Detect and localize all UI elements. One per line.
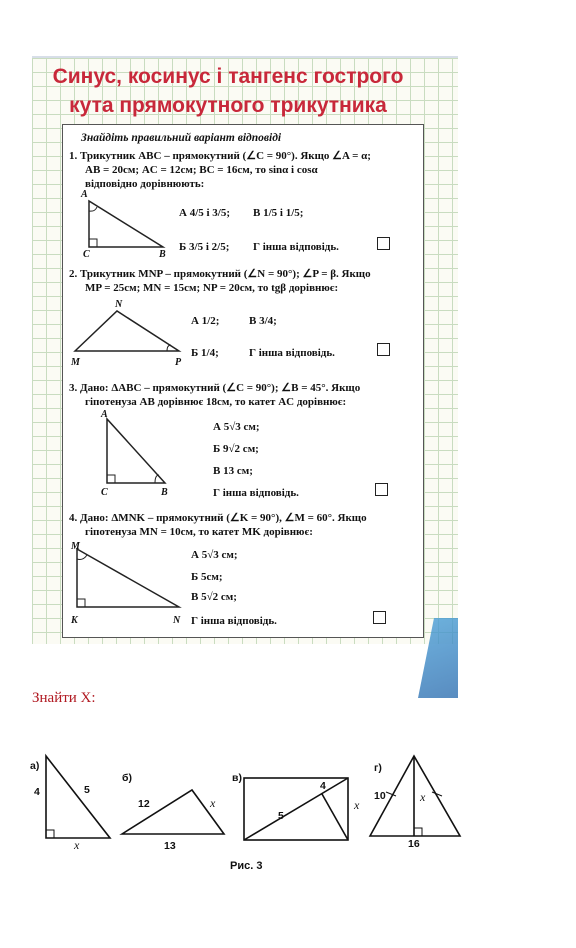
q2-option-c: Б 1/4; [191,347,219,359]
figure-b-side-12: 12 [138,798,150,810]
q4-vertex-k: K [71,615,78,626]
q3-triangle-figure [93,415,173,491]
figure-b-label: б) [122,772,132,784]
q4-line1: 4. Дано: ΔMNK – прямокутний (∠K = 90°), ∠M = 60°. Якщо [69,512,367,524]
q1-option-d: Г інша відповідь. [253,241,339,253]
figure-3 [30,752,470,882]
q3-option-c: В 13 см; [213,465,253,477]
figure-d-side-10: 10 [374,790,386,802]
q4-option-b: Б 5см; [191,571,223,583]
q1-option-a: А 4/5 і 3/5; [179,207,231,219]
q4-option-a: А 5√3 см; [191,549,238,561]
figure-c-label: в) [232,772,242,784]
q2-option-b: В 3/4; [249,315,277,327]
q3-vertex-c: C [101,487,108,498]
q4-triangle-figure [69,543,189,617]
q4-line2: гіпотенуза MN = 10см, то катет MK дорівнює: [85,526,313,538]
q4-answer-box[interactable] [373,611,386,624]
q1-triangle-figure [79,195,169,255]
figure-d-side-x: x [420,790,426,804]
figure-c-side-5: 5 [278,810,284,822]
q2-answer-box[interactable] [377,343,390,356]
q3-option-d: Г інша відповідь. [213,487,299,499]
q2-vertex-m: M [71,357,80,368]
figure-b-side-x: x [210,796,216,810]
q1-line2: AB = 20см; AC = 12см; BC = 16см, то sinα і cosα [85,164,318,176]
q4-option-d: Г інша відповідь. [191,615,277,627]
figure-3-drawings [30,752,470,852]
q3-line2: гіпотенуза AB дорівнює 18см, то катет AC дорівнює: [85,396,347,408]
worksheet-image [32,56,458,644]
q3-vertex-b: B [161,487,168,498]
q2-line2: MP = 25см; MN = 15см; NP = 20см, то tgβ дорівнює: [85,282,339,294]
figure-b-side-13: 13 [164,840,176,852]
q2-option-a: А 1/2; [191,315,220,327]
q3-vertex-a: A [101,409,108,420]
instruction: Знайдіть правильний варіант відповіді [81,132,282,144]
q2-line1: 2. Трикутник MNP – прямокутний (∠N = 90°); ∠P = β. Якщо [69,268,371,280]
q2-option-d: Г інша відповідь. [249,347,335,359]
q1-line3: відповідно дорівнюють: [85,178,205,190]
q1-vertex-c: C [83,249,90,260]
find-x-heading: Знайти X: [32,690,96,706]
q2-vertex-p: P [175,357,182,368]
figure-d-label: г) [374,762,382,774]
q1-line1: 1. Трикутник ABC – прямокутний (∠C = 90°). Якщо ∠A = α; [69,150,371,162]
worksheet-title [32,62,424,120]
q4-vertex-n: N [173,615,181,626]
figure-a-side-5: 5 [84,784,90,796]
q4-vertex-m: M [71,541,80,552]
q3-option-a: А 5√3 см; [213,421,260,433]
figure-a-side-4: 4 [34,786,40,798]
q2-triangle-figure [67,305,187,357]
title-line-1: Синус, косинус і тангенс гострого [52,65,404,88]
figure-a-side-x: x [74,838,80,852]
figure-a-label: а) [30,760,40,772]
figure-c-side-4: 4 [320,780,326,792]
q3-line1: 3. Дано: ΔABC – прямокутний (∠C = 90°); ∠B = 45°. Якщо [69,382,361,394]
q1-option-c: Б 3/5 і 2/5; [179,241,230,253]
q2-vertex-n: N [115,299,123,310]
q1-vertex-a: A [81,189,88,200]
test-card [62,124,424,638]
q4-option-c: В 5√2 см; [191,591,237,603]
q3-answer-box[interactable] [375,483,388,496]
q1-option-b: В 1/5 і 1/5; [253,207,304,219]
figure-caption: Рис. 3 [230,860,263,872]
q1-answer-box[interactable] [377,237,390,250]
figure-c-side-x: x [354,798,360,812]
q3-option-b: Б 9√2 см; [213,443,259,455]
title-line-2: кута прямокутного трикутника [69,94,387,117]
decorative-ruler [418,618,458,698]
figure-d-side-16: 16 [408,838,420,850]
q1-vertex-b: B [159,249,166,260]
